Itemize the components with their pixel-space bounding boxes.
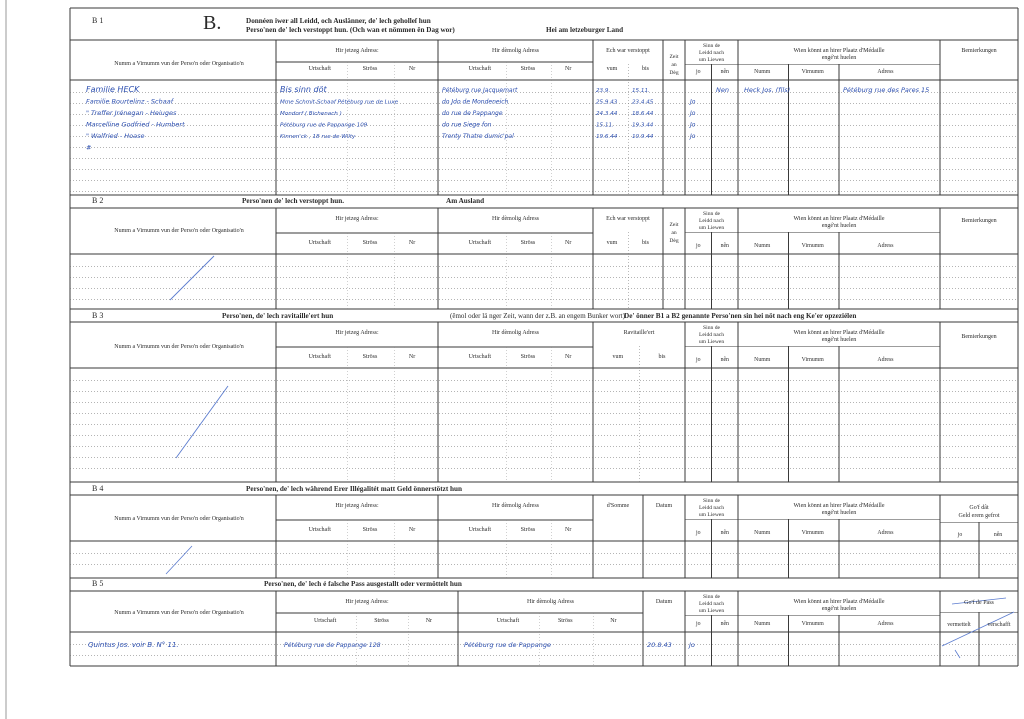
- numm-label: Numm: [754, 357, 771, 363]
- b1-row-vum: 24.3.44: [596, 111, 618, 117]
- b1-jetzeg-label: Hir jetzeg Adress:: [335, 48, 379, 54]
- b5-jetzeg-nr: Nr: [425, 618, 433, 624]
- nen-label: nên: [720, 69, 729, 75]
- b3-strike-through-mark: [176, 386, 228, 458]
- vum-label: vum: [606, 240, 618, 246]
- b1-demolig-stross: Ströss: [520, 66, 536, 72]
- b1-demolig-urtschaft: Urtschaft: [468, 66, 492, 72]
- b3-section-code: B 3: [92, 311, 104, 320]
- b2-title-line-1: Perso'nen de' lech verstoppt hun.: [242, 197, 345, 205]
- b1-row-jetzeg: Mondorf ( Bichenach ): [280, 111, 342, 117]
- b4-section-code: B 4: [92, 484, 104, 493]
- b4-name-col-label: Numm a Virnumm vun der Perso'n oder Organisatio'n: [114, 516, 244, 522]
- b1-row-jetzeg: Kinnen'ck , 18 rue de Wilty: [280, 134, 356, 140]
- b1-demolig-nr: Nr: [565, 66, 572, 72]
- numm-label: Numm: [754, 243, 771, 249]
- medaille-label-2: engé'nt huelen: [821, 510, 857, 516]
- b4-jetzeg-stross: Ströss: [362, 527, 378, 533]
- medaille-label-2: engé'nt huelen: [821, 337, 857, 343]
- b1-row-demolig: do Jdo de Mondeneich: [442, 98, 509, 106]
- b1-row-name: #: [86, 143, 92, 152]
- b3-bemierkungen-label: Bemierkungen: [961, 334, 997, 340]
- medaille-label: Wien könnt an hirer Plaatz d'Médaille: [793, 599, 885, 605]
- b1-demolig-label: Hir dèmolig Adress: [492, 48, 539, 54]
- b2-demolig-urtschaft: Urtschaft: [468, 240, 492, 246]
- sinn-de-label-3: um Liewen: [698, 608, 725, 614]
- sinn-de-label-2: Leidd nach: [698, 50, 725, 56]
- b1-row-demolig: do rue de Pappange: [442, 110, 503, 117]
- b2-jetzeg-urtschaft: Urtschaft: [308, 240, 331, 246]
- medaille-label: Wien könnt an hirer Plaatz d'Médaille: [793, 216, 885, 222]
- b4-jetzeg-label: Hir jetzeg Adress:: [335, 503, 379, 509]
- b2-demolig-label: Hir dèmolig Adress: [492, 216, 539, 222]
- nen-label: nên: [720, 621, 729, 627]
- zeit-label-2: an: [671, 62, 677, 68]
- b3-name-col-label: Numm a Virnumm vun der Perso'n oder Organisatio'n: [114, 344, 244, 350]
- b1-row-demolig: Trenty Thatre dumic'pal: [442, 133, 514, 140]
- b4-strike-through-mark: [166, 546, 192, 574]
- b1-title-line-2: Perso'nen de' lech verstoppt hun. (Och wan et nömmen ên Dag wor): [246, 26, 455, 34]
- sinn-de-label-2: Leidd nach: [698, 505, 725, 511]
- b5-demolig-label: Hir dèmolig Adress: [527, 599, 574, 605]
- b1-row-vum: 15.11.: [596, 122, 614, 129]
- b1-jetzeg-urtschaft: Urtschaft: [308, 66, 331, 72]
- b4-demolig-stross: Ströss: [520, 527, 536, 533]
- b4-jetzeg-urtschaft: Urtschaft: [308, 527, 331, 533]
- b1-row-bis: 18.6.44: [632, 111, 654, 117]
- b5-row-name: Quintus Jos. voir B. N° 11.: [88, 641, 179, 649]
- medaille-label: Wien könnt an hirer Plaatz d'Médaille: [793, 48, 885, 54]
- jo-label: jo: [695, 530, 701, 536]
- b1-row-bis: 10.9.44: [632, 134, 654, 140]
- sinn-de-label: Sinn de: [703, 43, 720, 49]
- b4-title: Perso'nen, de' lech während Erer Illégalitét matt Geld önnerstötzt hun: [246, 485, 463, 493]
- b1-row-bis: 23.4.45: [632, 99, 654, 106]
- b1-jetzeg-nr: Nr: [408, 66, 416, 72]
- b1-ech-war-label: Ech war verstoppt: [606, 48, 650, 54]
- b2-jetzeg-nr: Nr: [408, 240, 416, 246]
- b1-row-name: " Walfried - Hoase: [86, 132, 145, 140]
- adress-label: Adress: [877, 621, 894, 627]
- b1-row-demolig: Pétéburg rue Jacquemart: [442, 87, 518, 94]
- b5-title: Perso'nen, de' lech é falsche Pass ausgestallt oder vermöttelt hun: [264, 580, 462, 588]
- b1-row-bis: 15.11.: [632, 88, 650, 94]
- b2-section-code: B 2: [92, 196, 104, 205]
- b1-row-jo: Jo: [690, 133, 696, 140]
- b3-demolig-label: Hir dèmolig Adress: [492, 330, 539, 336]
- sinn-de-label-3: um Liewen: [698, 225, 725, 231]
- b3-jetzeg-urtschaft: Urtschaft: [308, 354, 331, 360]
- virnumm-label: Virnumm: [801, 69, 824, 75]
- vum-label: vum: [606, 66, 618, 72]
- b2-demolig-nr: Nr: [565, 240, 572, 246]
- b5-section-code: B 5: [92, 579, 104, 588]
- medaille-label-2: engé'nt huelen: [821, 606, 857, 612]
- b1-row-name: Familie HECK: [86, 85, 140, 94]
- b1-row-demolig: do rue Siege fon: [442, 121, 492, 129]
- b1-row-vum: 23.9.: [596, 88, 611, 94]
- sinn-de-label-2: Leidd nach: [698, 601, 725, 607]
- b1-row-jetzeg: Mme Schmit-Schaaf Pétéburg rue de Luxe: [280, 99, 399, 106]
- b4-jetzeg-nr: Nr: [408, 527, 416, 533]
- b5-verschafft-label: verschafft: [987, 622, 1011, 628]
- b5-row-jo: Jo: [689, 641, 695, 649]
- b5-row-jetzeg: Pétéburg rue de Pappange 128: [284, 642, 381, 649]
- b5-pass-checkmark: [942, 598, 1014, 658]
- b3-ravitailleert-label: Ravitaille'ert: [623, 330, 655, 336]
- b5-row-demolig: Pétéburg rue de Pappange: [464, 641, 552, 649]
- b1-row-jetzeg: Bis sinn döt: [280, 85, 327, 94]
- sinn-de-label: Sinn de: [703, 211, 720, 217]
- b1-row-bis: 19.3.44: [632, 122, 654, 129]
- zeit-label-2: an: [671, 230, 677, 236]
- vum-label: vum: [612, 354, 624, 360]
- sinn-de-label: Sinn de: [703, 594, 720, 600]
- b3-demolig-stross: Ströss: [520, 354, 536, 360]
- b1-row-name: " Treffer Jrénegan - Heiuges: [86, 109, 177, 117]
- b1-row-jo: Jo: [690, 98, 696, 106]
- b4-geld-jo: jo: [957, 532, 963, 538]
- b1-section-code: B 1: [92, 16, 104, 25]
- b1-row-name: Marcelline Godfried - Humbert: [86, 120, 185, 129]
- b1-row-vum: 25.9.43: [596, 99, 618, 106]
- b4-demolig-nr: Nr: [565, 527, 572, 533]
- medaille-label: Wien könnt an hirer Plaatz d'Médaille: [793, 330, 885, 336]
- sinn-de-label: Sinn de: [703, 498, 720, 504]
- b2-bemierkungen-label: Bemierkungen: [961, 218, 997, 224]
- b5-pass-label: Go'f de Pass: [964, 600, 994, 606]
- adress-label: Adress: [877, 530, 894, 536]
- jo-label: jo: [695, 243, 701, 249]
- sinn-de-label-2: Leidd nach: [698, 218, 725, 224]
- zeit-label-3: Dèg: [669, 238, 679, 244]
- medaille-label-2: engé'nt huelen: [821, 55, 857, 61]
- form-text-layer: [86, 12, 1011, 649]
- adress-label: Adress: [877, 243, 894, 249]
- numm-label: Numm: [754, 69, 771, 75]
- b4-geld-label-2: Geld erem gefrot: [958, 513, 1000, 519]
- zeit-label: Zeit: [669, 54, 679, 60]
- b1-jetzeg-stross: Ströss: [362, 66, 378, 72]
- b2-demolig-stross: Ströss: [520, 240, 536, 246]
- virnumm-label: Virnumm: [801, 357, 824, 363]
- b4-geld-nen: nên: [993, 532, 1003, 538]
- virnumm-label: Virnumm: [801, 621, 824, 627]
- nen-label: nên: [720, 530, 729, 536]
- b1-row-jo: Jo: [690, 121, 696, 129]
- b1-row-med-addr: Pétéburg rue des Pares 15: [843, 86, 930, 94]
- b5-row-datum: 20.8.43: [647, 641, 672, 649]
- bis-label: bis: [641, 240, 650, 246]
- sinn-de-label-2: Leidd nach: [698, 332, 725, 338]
- b3-jetzeg-label: Hir jetzeg Adress:: [335, 330, 379, 336]
- b5-name-col-label: Numm a Virnumm vun der Perso'n oder Organisatio'n: [114, 610, 244, 616]
- b1-row-vum: 19.6.44: [596, 134, 618, 140]
- b2-name-col-label: Numm a Virnumm vun der Perso'n oder Organisatio'n: [114, 228, 244, 234]
- b5-demolig-nr: Nr: [610, 618, 617, 624]
- b2-jetzeg-label: Hir jetzeg Adress:: [335, 216, 379, 222]
- sinn-de-label: Sinn de: [703, 325, 720, 331]
- b3-title-line-2: (êmol oder lä nger Zeit, wann der z.B. an engem Bunker wort): [450, 312, 625, 320]
- b4-demolig-label: Hir dèmolig Adress: [492, 503, 539, 509]
- b5-vermettelt-label: vermettelt: [947, 622, 971, 628]
- medaille-label: Wien könnt an hirer Plaatz d'Médaille: [793, 503, 885, 509]
- medaille-label-2: engé'nt huelen: [821, 223, 857, 229]
- nen-label: nên: [720, 243, 729, 249]
- b3-jetzeg-stross: Ströss: [362, 354, 378, 360]
- numm-label: Numm: [754, 530, 771, 536]
- b1-title-line-1: Donnéen iwer all Leidd, och Auslänner, de' lech geholleſ hun: [246, 17, 431, 25]
- b1-row-nen: Nen: [716, 86, 729, 94]
- b3-demolig-nr: Nr: [565, 354, 572, 360]
- virnumm-label: Virnumm: [801, 243, 824, 249]
- sinn-de-label-3: um Liewen: [698, 512, 725, 518]
- b4-geld-label-1: Go'f dât: [969, 505, 989, 511]
- b5-demolig-urtschaft: Urtschaft: [496, 618, 520, 624]
- sinn-de-label-3: um Liewen: [698, 339, 725, 345]
- b5-datum-label: Datum: [655, 599, 673, 605]
- nen-label: nên: [720, 357, 729, 363]
- b1-section-letter: B.: [203, 12, 222, 34]
- b5-jetzeg-label: Hir jetzeg Adress:: [345, 599, 389, 605]
- b2-jetzeg-stross: Ströss: [362, 240, 378, 246]
- b1-row-jo: Jo: [690, 110, 696, 117]
- b4-demolig-urtschaft: Urtschaft: [468, 527, 492, 533]
- bis-label: bis: [658, 354, 666, 360]
- b3-title-line-1: Perso'nen, de' lech ravitaille'ert hun: [222, 312, 334, 320]
- jo-label: jo: [695, 621, 701, 627]
- b3-jetzeg-nr: Nr: [408, 354, 416, 360]
- zeit-label: Zeit: [669, 222, 679, 228]
- b5-demolig-stross: Ströss: [557, 618, 573, 624]
- b1-row-med-name: Heck Jos. (fils): [744, 86, 791, 94]
- sinn-de-label-3: um Liewen: [698, 57, 725, 63]
- jo-label: jo: [695, 357, 701, 363]
- b2-ech-war-label: Ech war verstoppt: [606, 216, 650, 222]
- adress-label: Adress: [877, 357, 894, 363]
- virnumm-label: Virnumm: [801, 530, 824, 536]
- b2-strike-through-mark: [170, 256, 214, 300]
- b1-row-name: Familie Bourtelinz - Schaaf: [86, 97, 174, 106]
- jo-label: jo: [695, 69, 701, 75]
- b2-title-line-2: Am Ausland: [446, 197, 485, 205]
- numm-label: Numm: [754, 621, 771, 627]
- b1-bemierkungen-label: Bemierkungen: [961, 48, 997, 54]
- b1-name-col-label: Numm a Virnumm vun der Perso'n oder Organisatio'n: [114, 61, 244, 67]
- b5-jetzeg-urtschaft: Urtschaft: [313, 618, 337, 624]
- adress-label: Adress: [877, 69, 894, 75]
- b4-somme-label: d'Somme: [606, 503, 630, 509]
- b1-title-line-3: Hei am letzeburger Land: [546, 26, 624, 34]
- b4-datum-label: Datum: [655, 503, 673, 509]
- b3-demolig-urtschaft: Urtschaft: [468, 354, 492, 360]
- b3-title-line-3: De' önner B1 a B2 genannte Perso'nen sin hei nöt nach eng Ke'er opzeziélen: [624, 312, 857, 320]
- b1-row-jetzeg: Pétéburg rue de Pappange 109: [280, 122, 368, 129]
- bis-label: bis: [641, 66, 650, 72]
- b5-jetzeg-stross: Ströss: [374, 618, 389, 624]
- zeit-label-3: Dèg: [669, 70, 679, 76]
